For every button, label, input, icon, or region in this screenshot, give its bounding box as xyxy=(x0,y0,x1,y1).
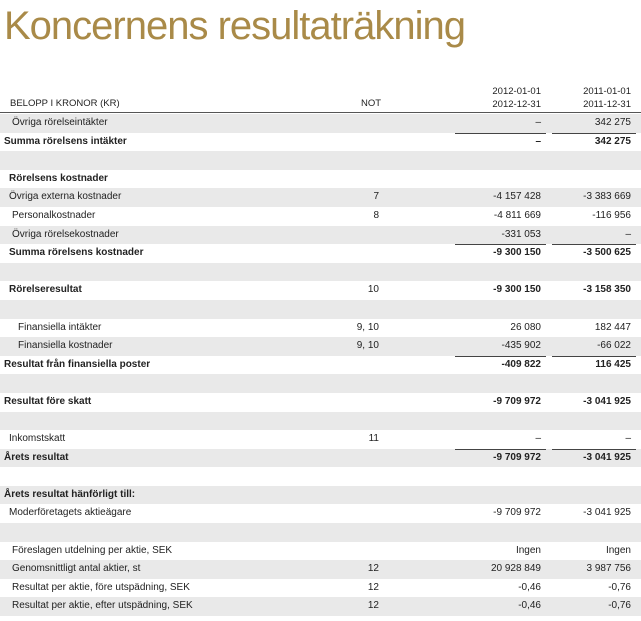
row-label: Finansiella kostnader xyxy=(18,340,113,352)
row-label: Övriga rörelsekostnader xyxy=(12,228,119,240)
amount-unit-label: BELOPP I KRONOR (KR) xyxy=(10,98,120,109)
table-row xyxy=(0,412,641,431)
value-2012: -9 709 972 xyxy=(493,507,541,519)
row-note: 11 xyxy=(368,433,379,445)
table-row xyxy=(0,151,641,170)
value-2011: 182 447 xyxy=(594,321,631,333)
table-row xyxy=(0,226,641,245)
row-note: 9, 10 xyxy=(356,340,379,352)
value-2011: -0,76 xyxy=(608,600,631,612)
value-2011: 116 425 xyxy=(595,358,631,370)
row-label: Resultat från finansiella poster xyxy=(4,358,151,370)
row-label: Summa rörelsens kostnader xyxy=(9,247,144,259)
value-2012: – xyxy=(535,433,541,445)
row-label: Rörelsens kostnader xyxy=(9,172,108,184)
value-2012: -4 811 669 xyxy=(493,209,541,221)
value-2012: -9 300 150 xyxy=(493,284,541,296)
table-row xyxy=(0,486,641,505)
value-2012: -9 709 972 xyxy=(493,395,541,407)
value-2011: -66 022 xyxy=(597,340,631,352)
value-2012: -409 822 xyxy=(501,358,541,370)
table-row xyxy=(0,560,641,579)
table-row xyxy=(0,263,641,282)
row-label: Årets resultat xyxy=(4,451,69,463)
period-2011-to: 2011-12-31 xyxy=(583,99,631,110)
value-2011: -3 158 350 xyxy=(583,284,631,296)
row-label: Övriga rörelseintäkter xyxy=(12,117,108,128)
value-2011: -3 041 925 xyxy=(583,507,631,519)
value-2011: – xyxy=(625,228,631,240)
value-2011: 3 987 756 xyxy=(586,563,631,575)
value-2011: -3 500 625 xyxy=(583,247,631,259)
value-2012: – xyxy=(535,135,541,147)
table-row xyxy=(0,319,641,338)
row-label: Resultat per aktie, efter utspädning, SEK xyxy=(12,600,193,612)
value-2011: -3 041 925 xyxy=(583,395,631,407)
row-note: 12 xyxy=(367,600,379,612)
row-label: Personalkostnader xyxy=(12,209,96,221)
table-row xyxy=(0,281,641,300)
table-row xyxy=(0,579,641,598)
row-label: Summa rörelsens intäkter xyxy=(4,135,127,147)
value-2012: -9 300 150 xyxy=(493,247,541,259)
value-2011: -0,76 xyxy=(608,581,631,593)
value-2011: Ingen xyxy=(605,544,631,556)
row-label: Resultat per aktie, före utspädning, SEK xyxy=(12,581,190,593)
page-title: Koncernens resultaträkning xyxy=(4,4,465,48)
value-2012: -9 709 972 xyxy=(493,451,541,463)
row-note: 10 xyxy=(367,284,379,296)
value-2012: -435 902 xyxy=(501,340,541,352)
period-2012-to: 2012-12-31 xyxy=(492,99,541,110)
note-column-header: NOT xyxy=(361,98,382,109)
row-label: Finansiella intäkter xyxy=(18,321,102,333)
row-label: Årets resultat hänförligt till: xyxy=(4,488,136,500)
row-label: Inkomstskatt xyxy=(9,433,66,445)
period-2012-from: 2012-01-01 xyxy=(492,86,541,97)
row-note: 12 xyxy=(367,563,379,575)
table-row xyxy=(0,597,641,616)
row-note: 9, 10 xyxy=(356,321,379,333)
row-note: 8 xyxy=(373,209,379,221)
table-row xyxy=(0,523,641,542)
value-2011: -3 041 925 xyxy=(583,451,631,463)
table-row xyxy=(0,430,641,449)
value-2011: -3 383 669 xyxy=(583,191,631,203)
row-label: Föreslagen utdelning per aktie, SEK xyxy=(12,544,173,556)
table-row xyxy=(0,542,641,561)
table-row xyxy=(0,504,641,523)
table-row xyxy=(0,467,641,486)
table-row xyxy=(0,170,641,189)
value-2012: -331 053 xyxy=(501,228,541,240)
row-label: Rörelseresultat xyxy=(9,284,82,296)
row-label: Genomsnittligt antal aktier, st xyxy=(12,563,141,575)
row-note: 7 xyxy=(373,191,379,203)
row-label: Resultat före skatt xyxy=(4,395,92,407)
table-row xyxy=(0,188,641,207)
header-divider xyxy=(0,112,641,113)
table-row xyxy=(0,207,641,226)
income-statement-table xyxy=(0,114,641,616)
table-row xyxy=(0,393,641,412)
value-2012: 20 928 849 xyxy=(490,563,541,575)
table-row xyxy=(0,244,641,263)
value-2012: 26 080 xyxy=(510,321,541,333)
value-2011: 342 275 xyxy=(594,135,631,147)
table-row xyxy=(0,337,641,356)
value-2011: -116 956 xyxy=(592,209,631,221)
table-row xyxy=(0,114,641,133)
value-2011: 342 275 xyxy=(594,117,631,128)
period-2011-from: 2011-01-01 xyxy=(583,86,631,97)
table-row xyxy=(0,449,641,468)
table-row xyxy=(0,356,641,375)
value-2012: -0,46 xyxy=(518,581,541,593)
row-label: Moderföretagets aktieägare xyxy=(9,507,132,519)
sum-rule xyxy=(455,133,546,134)
value-2012: -4 157 428 xyxy=(493,191,541,203)
row-label: Övriga externa kostnader xyxy=(9,191,122,203)
row-note: 12 xyxy=(367,581,379,593)
value-2011: – xyxy=(625,433,631,445)
value-2012: Ingen xyxy=(515,544,541,556)
table-row xyxy=(0,133,641,152)
table-row xyxy=(0,374,641,393)
value-2012: -0,46 xyxy=(518,600,541,612)
value-2012: – xyxy=(535,117,541,128)
table-row xyxy=(0,300,641,319)
